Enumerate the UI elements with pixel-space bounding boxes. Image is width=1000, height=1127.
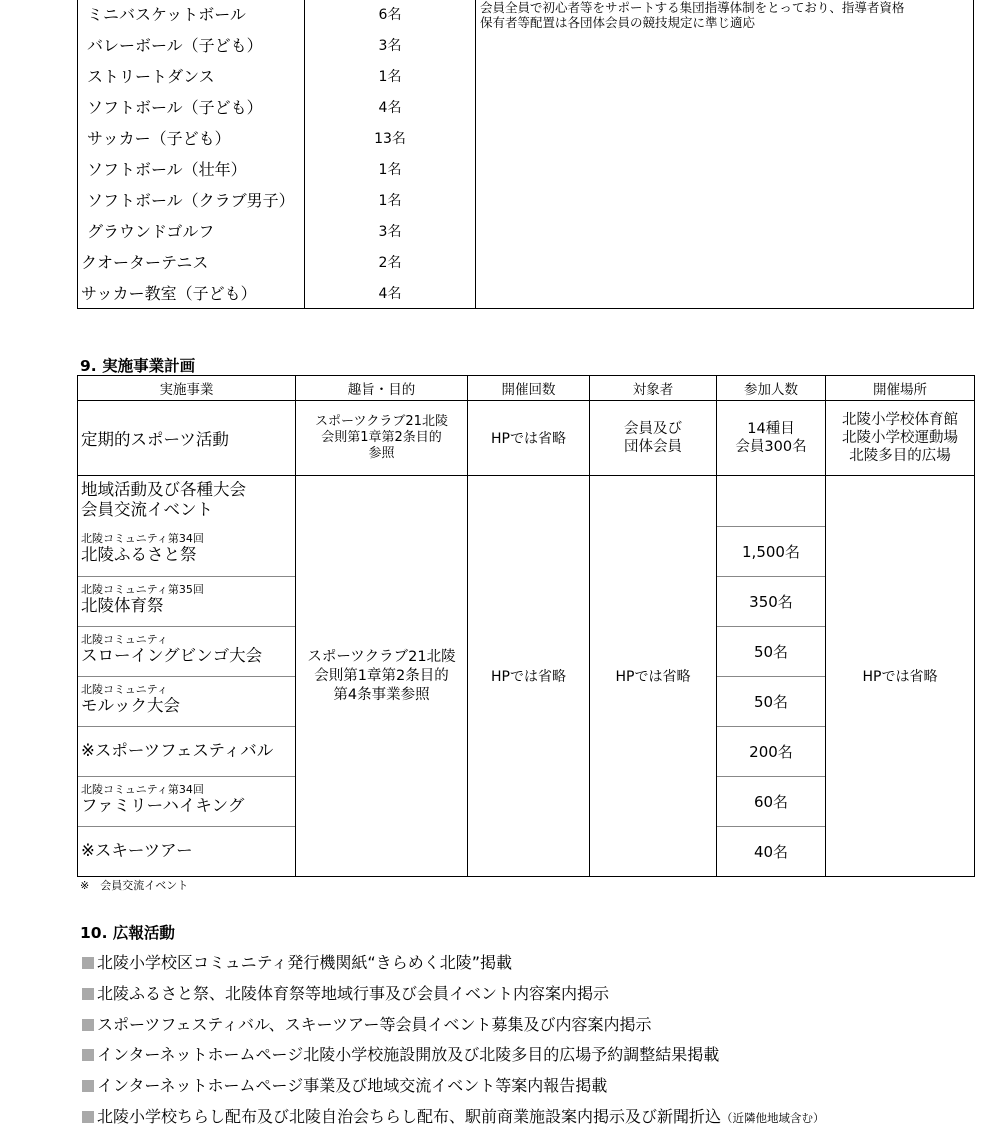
header-participants: 参加人数	[717, 376, 826, 401]
sport-member-count: 1名	[305, 60, 476, 91]
list-item	[82, 1042, 719, 1065]
list-item	[78, 526, 295, 576]
event-participant-count: 50名	[717, 626, 825, 676]
events-purpose: スポーツクラブ21北陵 会則第1章第2条目的 第4条事業参照	[296, 476, 468, 877]
sport-name: サッカー（子ども）	[78, 122, 305, 153]
events-venue: HPでは省略	[826, 476, 975, 877]
sport-name: グラウンドゴルフ	[78, 215, 305, 246]
sport-member-count: 6名	[305, 0, 476, 29]
event-count-list	[717, 526, 825, 876]
sport-member-count: 2名	[305, 246, 476, 277]
member-sports-table	[77, 0, 974, 309]
regular-activity-row	[78, 401, 975, 476]
events-list-cell	[78, 476, 296, 877]
sport-name: ソフトボール（クラブ男子）	[78, 184, 305, 215]
table-row	[78, 0, 974, 29]
list-item	[78, 576, 295, 626]
list-item	[78, 626, 295, 676]
header-project: 実施事業	[78, 376, 296, 401]
events-header: 地域活動及び各種大会 会員交流イベント	[81, 480, 246, 519]
square-bullet-icon	[82, 1049, 94, 1061]
event-participant-count: 50名	[717, 676, 825, 726]
list-item	[78, 676, 295, 726]
event-list	[78, 526, 295, 876]
header-frequency: 開催回数	[468, 376, 590, 401]
regular-participants: 14種目 会員300名	[717, 401, 826, 476]
sport-name: ソフトボール（壮年）	[78, 153, 305, 184]
square-bullet-icon	[82, 1080, 94, 1092]
pr-item-text: スポーツフェスティバル、スキーツアー等会員イベント募集及び内容案内掲示	[97, 1015, 652, 1034]
sport-name: サッカー教室（子ども）	[78, 277, 305, 309]
regular-venue: 北陵小学校体育館 北陵小学校運動場 北陵多目的広場	[826, 401, 975, 476]
pr-item-text: 北陵ふるさと祭、北陵体育祭等地域行事及び会員イベント内容案内掲示	[97, 984, 610, 1003]
event-name: スローイングビンゴ大会	[81, 646, 263, 665]
event-name: 北陵ふるさと祭	[81, 545, 197, 564]
list-item	[82, 1012, 652, 1035]
sport-member-count: 4名	[305, 91, 476, 122]
sport-name: バレーボール（子ども）	[78, 29, 305, 60]
event-name: 北陵体育祭	[81, 596, 164, 615]
sport-member-count: 3名	[305, 29, 476, 60]
event-prefix: 北陵コミュニティ第34回	[81, 532, 204, 545]
sport-member-count: 13名	[305, 122, 476, 153]
sport-member-count: 3名	[305, 215, 476, 246]
event-name: モルック大会	[81, 696, 180, 715]
sport-member-count: 1名	[305, 153, 476, 184]
regular-purpose: スポーツクラブ21北陵 会則第1章第2条目的 参照	[296, 401, 468, 476]
regular-target: 会員及び 団体会員	[590, 401, 717, 476]
event-participant-count: 60名	[717, 776, 825, 826]
event-prefix: 北陵コミュニティ	[81, 633, 168, 646]
header-purpose: 趣旨・目的	[296, 376, 468, 401]
sport-name: ストリートダンス	[78, 60, 305, 91]
square-bullet-icon	[82, 1019, 94, 1031]
event-participant-count: 350名	[717, 576, 825, 626]
sport-member-count: 1名	[305, 184, 476, 215]
sport-name: ソフトボール（子ども）	[78, 91, 305, 122]
header-target: 対象者	[590, 376, 717, 401]
sport-member-count: 4名	[305, 277, 476, 309]
event-name: ※スポーツフェスティバル	[81, 741, 274, 760]
list-item	[78, 776, 295, 826]
sport-name: クオーターテニス	[78, 246, 305, 277]
events-participants-cell	[717, 476, 826, 877]
event-prefix: 北陵コミュニティ	[81, 683, 168, 696]
header-venue: 開催場所	[826, 376, 975, 401]
plan-section-title: 9. 実施事業計画	[80, 357, 196, 375]
events-target: HPでは省略	[590, 476, 717, 877]
list-item	[82, 950, 512, 973]
square-bullet-icon	[82, 988, 94, 1000]
events-frequency: HPでは省略	[468, 476, 590, 877]
plan-table	[77, 375, 975, 877]
pr-section-title: 10. 広報活動	[80, 924, 175, 942]
plan-header-row	[78, 376, 975, 401]
event-participant-count: 200名	[717, 726, 825, 776]
list-item	[82, 1073, 607, 1096]
pr-item-suffix: （近隣他地域含む）	[721, 1111, 825, 1125]
instruction-note: 会員全員で初心者等をサポートする集団指導体制をとっており、指導者資格 保有者等配置は各団体会員の競技規定に準じ適応	[476, 0, 974, 309]
event-prefix: 北陵コミュニティ第35回	[81, 583, 204, 596]
event-prefix: 北陵コミュニティ第34回	[81, 783, 204, 796]
list-item	[78, 726, 295, 776]
event-name: ※スキーツアー	[81, 841, 193, 860]
pr-item-text: 北陵小学校区コミュニティ発行機関紙“きらめく北陵”掲載	[97, 953, 512, 972]
square-bullet-icon	[82, 957, 94, 969]
regular-frequency: HPでは省略	[468, 401, 590, 476]
events-row	[78, 476, 975, 877]
regular-activity-name: 定期的スポーツ活動	[78, 401, 296, 476]
square-bullet-icon	[82, 1111, 94, 1123]
list-item	[82, 981, 609, 1004]
pr-item-text: インターネットホームページ事業及び地域交流イベント等案内報告掲載	[97, 1076, 608, 1095]
event-participant-count: 1,500名	[717, 526, 825, 576]
list-item	[82, 1104, 825, 1127]
pr-item-text: 北陵小学校ちらし配布及び北陵自治会ちらし配布、駅前商業施設案内掲示及び新聞折込	[97, 1107, 722, 1126]
event-name: ファミリーハイキング	[81, 796, 245, 815]
list-item	[78, 826, 295, 876]
pr-item-text: インターネットホームページ北陵小学校施設開放及び北陵多目的広場予約調整結果掲載	[97, 1045, 720, 1064]
plan-footnote: ※ 会員交流イベント	[80, 879, 189, 892]
sport-name: ミニバスケットボール	[78, 0, 305, 29]
event-participant-count: 40名	[717, 826, 825, 876]
